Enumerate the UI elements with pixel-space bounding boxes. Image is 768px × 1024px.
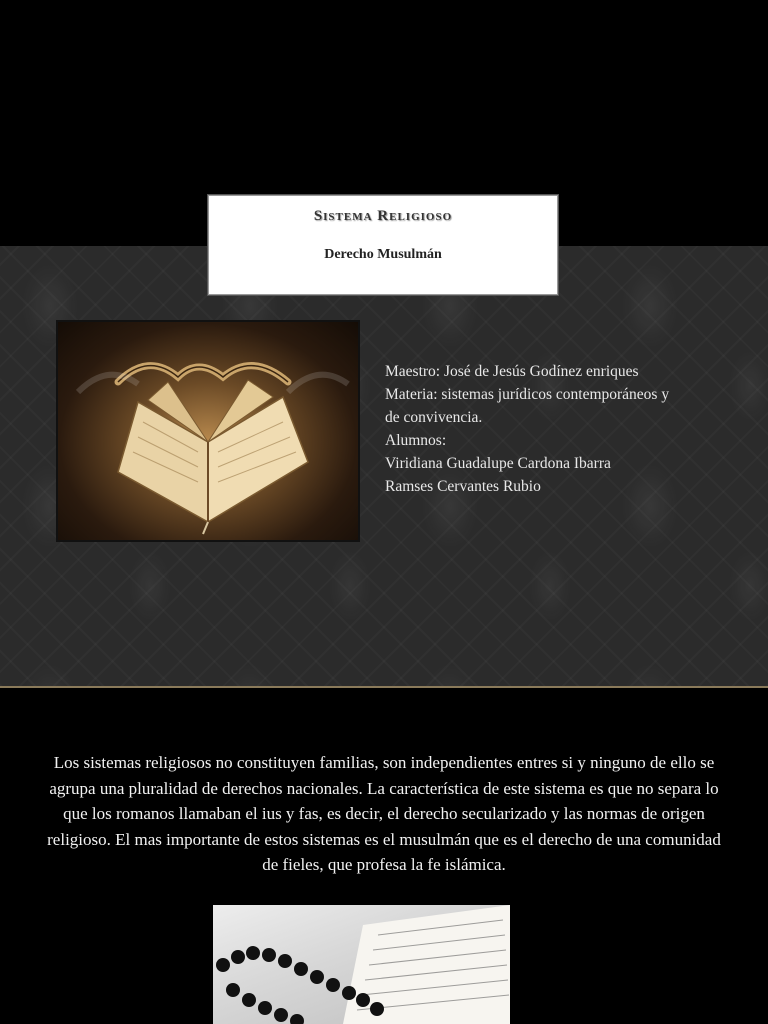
slide-subtitle: Derecho Musulmán	[324, 247, 442, 262]
rosary-quran-photo	[213, 905, 510, 1024]
slide-divider-line	[0, 686, 768, 688]
info-student-1: Viridiana Guadalupe Cardona Ibarra	[385, 455, 611, 472]
info-teacher: Maestro: José de Jesús Godínez enriques	[385, 363, 639, 380]
quran-illustration	[56, 320, 360, 542]
body-paragraph: Los sistemas religiosos no constituyen familias, son independientes entres si y ninguno de ello se agrupa una pluralidad de derechos nacionales. La característica de este sistema es que no separa lo que los romanos llamaban el ius y fas, es decir, el derecho secularizado y las normas de origen religioso. El mas importante de estos sistemas es el musulmán que es el derecho de una comunidad de fieles, que profesa la fe islámica.	[47, 753, 721, 874]
info-students-label: Alumnos:	[385, 432, 447, 449]
info-subject: Materia: sistemas jurídicos contemporáneos y	[385, 386, 670, 403]
info-student-2: Ramses Cervantes Rubio	[385, 478, 541, 495]
slide-title: Sistema Religioso	[313, 208, 453, 224]
title-box	[208, 195, 558, 295]
info-subject-cont: de convivencia.	[385, 409, 483, 426]
info-block	[385, 360, 745, 498]
